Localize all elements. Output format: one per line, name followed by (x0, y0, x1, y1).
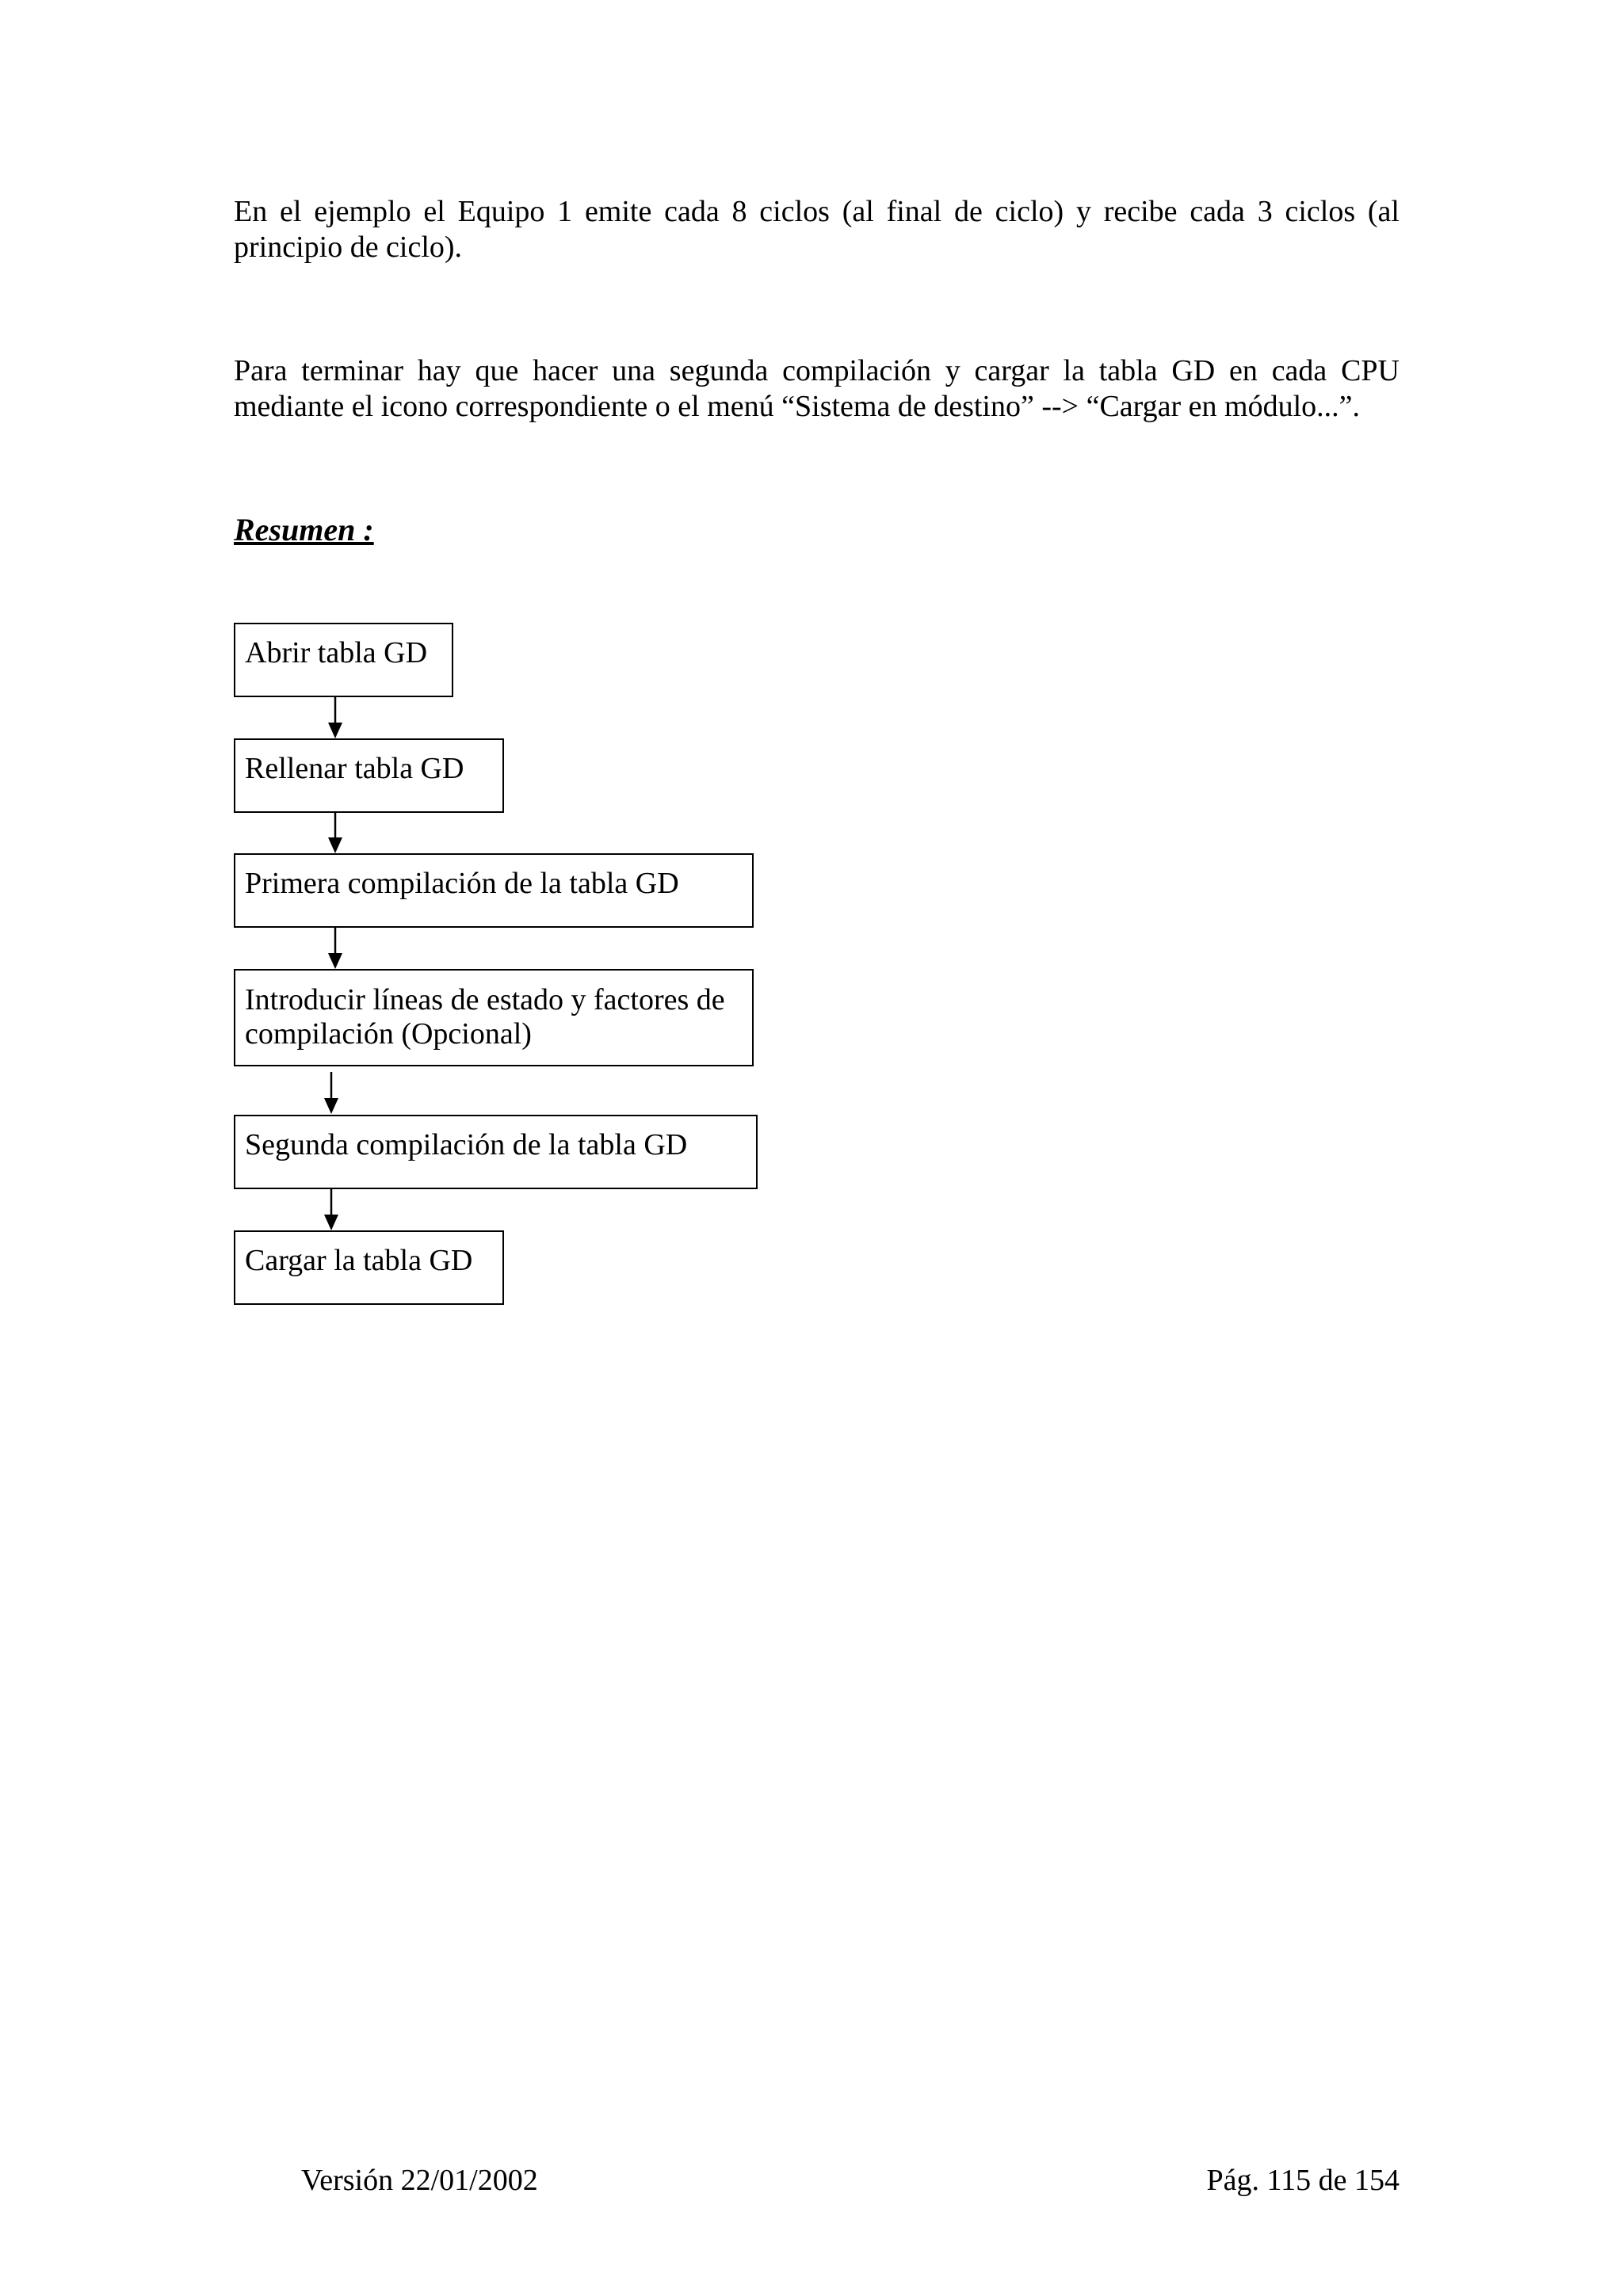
flowchart-step-segunda-compilacion: Segunda compilación de la tabla GD (234, 1115, 758, 1189)
flowchart-step-cargar: Cargar la tabla GD (234, 1230, 504, 1305)
arrow-2-to-3 (328, 813, 342, 853)
flowchart-step-abrir: Abrir tabla GD (234, 623, 453, 697)
footer-page-number: Pág. 115 de 154 (1206, 2164, 1400, 2197)
section-heading-resumen: Resumen : (234, 512, 374, 547)
arrow-4-to-5 (324, 1072, 338, 1114)
footer-version: Versión 22/01/2002 (301, 2164, 538, 2197)
paragraph-example: En el ejemplo el Equipo 1 emite cada 8 ciclos (al final de ciclo) y recibe cada 3 ciclos (al principio de ciclo). (234, 195, 1400, 264)
arrow-3-to-4 (328, 928, 342, 969)
arrow-5-to-6 (324, 1189, 338, 1230)
flowchart-step-introducir-lineas: Introducir líneas de estado y factores de compilación (Opcional) (234, 969, 754, 1066)
paragraph-final-steps: Para terminar hay que hacer una segunda compilación y cargar la tabla GD en cada CPU mediante el icono correspondiente o el menú “Sistema de destino” --> “Cargar en módulo...”. (234, 354, 1400, 423)
arrow-1-to-2 (328, 697, 342, 738)
flowchart-step-primera-compilacion: Primera compilación de la tabla GD (234, 853, 754, 928)
flowchart-step-rellenar: Rellenar tabla GD (234, 738, 504, 813)
